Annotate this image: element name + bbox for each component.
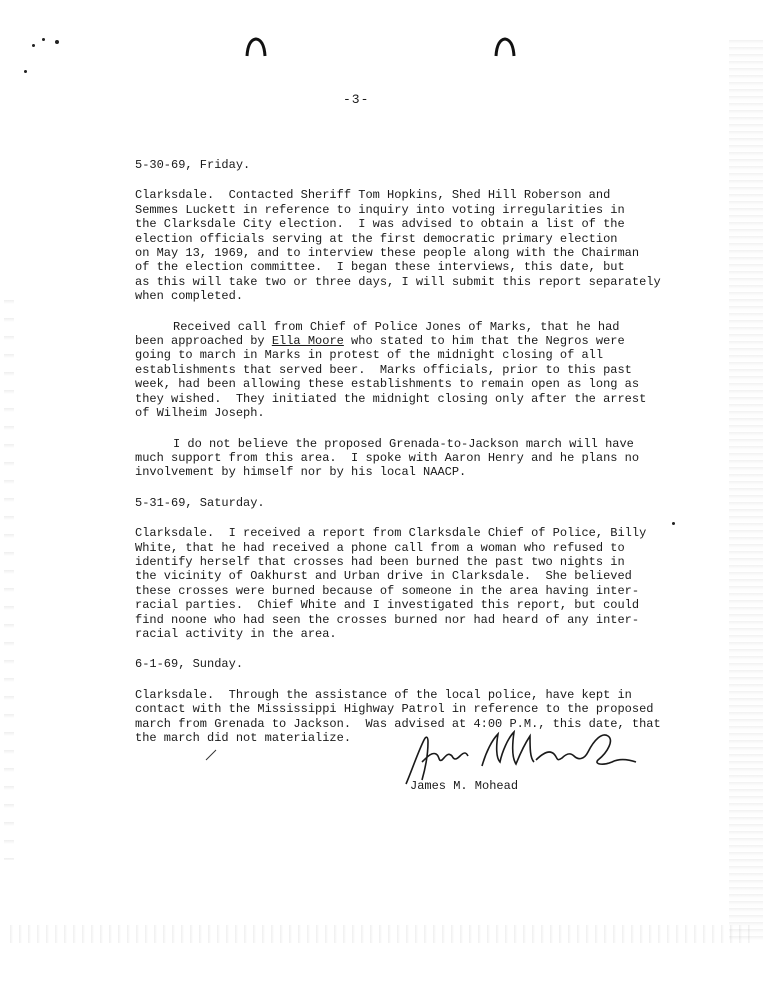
text-line: on May 13, 1969, and to interview these people along with the Chairman bbox=[135, 246, 640, 261]
text-line: the march did not materialize. bbox=[135, 731, 352, 745]
text-line: find noone who had seen the crosses burned nor had heard of any inter- bbox=[135, 612, 640, 627]
text-line: the vicinity of Oakhurst and Urban drive in Clarksdale. She believed bbox=[135, 569, 632, 584]
report-body bbox=[135, 158, 661, 745]
text-line: Clarksdale. Contacted Sheriff Tom Hopkins, Shed Hill Roberson and bbox=[135, 188, 611, 203]
text-line: racial activity in the area. bbox=[135, 626, 337, 641]
text-line: as this will take two or three days, I will submit this report separately bbox=[135, 274, 661, 289]
text-line: of the election committee. I began these interviews, this date, but bbox=[135, 260, 625, 275]
text-line: contact with the Mississippi Highway Patrol in reference to the proposed bbox=[135, 702, 654, 717]
text-line: White, that he had received a phone call from a woman who refused to bbox=[135, 540, 625, 555]
punch-hole-right-icon bbox=[494, 36, 516, 58]
punch-hole-left-icon bbox=[245, 36, 267, 58]
signature-name: James M. Mohead bbox=[410, 779, 519, 793]
text-line: going to march in Marks in protest of the midnight closing of all bbox=[135, 348, 604, 363]
page-number: -3- bbox=[343, 92, 370, 107]
scan-edge-bottom bbox=[10, 925, 750, 943]
text-line: been approached by Ella Moore who stated to him that the Negros were bbox=[135, 334, 625, 349]
scan-speck bbox=[32, 44, 35, 47]
scan-speck bbox=[672, 522, 675, 525]
text-line: much support from this area. I spoke with Aaron Henry and he plans no bbox=[135, 450, 640, 465]
text-line: election officials serving at the first democratic primary election bbox=[135, 231, 618, 246]
paragraph bbox=[135, 320, 655, 421]
text-line: week, had been allowing these establishments to remain open as long as bbox=[135, 377, 640, 392]
text-line: when completed. bbox=[135, 289, 244, 304]
text-line: I do not believe the proposed Grenada-to-Jackson march will have bbox=[173, 436, 634, 451]
text-line: of Wilheim Joseph. bbox=[135, 406, 265, 421]
paragraph bbox=[135, 526, 655, 641]
text-line: these crosses were burned because of someone in the area having inter- bbox=[135, 583, 640, 598]
scan-edge-left bbox=[4, 300, 14, 860]
text-line: march from Grenada to Jackson. Was advised at 4:00 P.M., this date, that bbox=[135, 716, 661, 731]
text-line: establishments that served beer. Marks officials, prior to this past bbox=[135, 362, 632, 377]
scan-speck bbox=[55, 40, 59, 44]
entry-date: 5-30-69, Friday. bbox=[135, 158, 251, 172]
scan-speck bbox=[42, 38, 45, 41]
text-line: involvement by himself nor by his local NAACP. bbox=[135, 465, 467, 480]
text-line: the Clarksdale City election. I was advised to obtain a list of the bbox=[135, 217, 625, 232]
underlined-name: Ella Moore bbox=[271, 334, 344, 349]
entry-date: 6-1-69, Sunday. bbox=[135, 657, 244, 672]
scan-edge-right bbox=[729, 40, 763, 940]
scan-speck bbox=[24, 70, 27, 73]
text-line: identify herself that crosses had been burned the past two nights in bbox=[135, 554, 625, 569]
paragraph bbox=[135, 437, 655, 480]
text-line: Clarksdale. I received a report from Clarksdale Chief of Police, Billy bbox=[135, 526, 647, 541]
text-line: racial parties. Chief White and I investigated this report, but could bbox=[135, 598, 640, 613]
paragraph bbox=[135, 188, 661, 304]
stray-pen-mark bbox=[204, 748, 218, 762]
entry-date: 5-31-69, Saturday. bbox=[135, 495, 265, 510]
text-line: Semmes Luckett in reference to inquiry into voting irregularities in bbox=[135, 202, 625, 217]
text-line: they wished. They initiated the midnight closing only after the arrest bbox=[135, 391, 647, 406]
text-line: Received call from Chief of Police Jones of Marks, that he had bbox=[173, 319, 620, 334]
text-line: Clarksdale. Through the assistance of the local police, have kept in bbox=[135, 687, 632, 702]
